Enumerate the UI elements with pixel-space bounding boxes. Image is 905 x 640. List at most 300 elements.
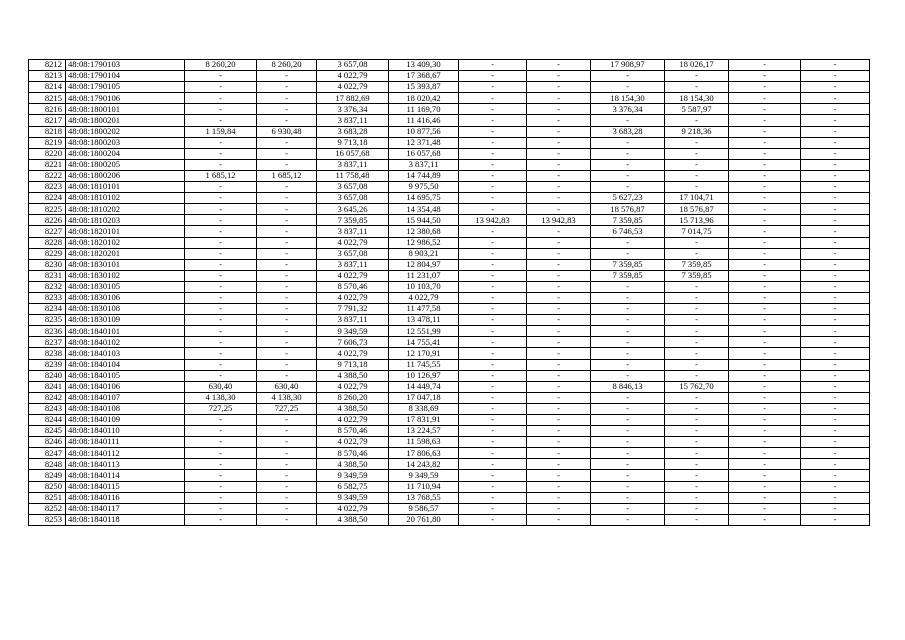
table-row — [29, 259, 870, 270]
col8-value-cell: - — [527, 470, 591, 481]
table-row — [29, 170, 870, 181]
cadastral-code-cell: 48:08:1810101 — [66, 182, 185, 193]
table-row — [29, 71, 870, 82]
col6-value-cell: 13 768,55 — [389, 492, 459, 503]
col6-value-cell: 9 975,50 — [389, 182, 459, 193]
col10-value-cell: - — [665, 148, 729, 159]
col5-value-cell: 3 645,26 — [317, 204, 389, 215]
col3-value-cell: 1 159,84 — [185, 126, 257, 137]
col8-value-cell: - — [527, 71, 591, 82]
col10-value-cell: 5 587,97 — [665, 104, 729, 115]
col10-value-cell: - — [665, 304, 729, 315]
cadastral-code-cell: 48:08:1790104 — [66, 71, 185, 82]
col6-value-cell: 13 478,11 — [389, 315, 459, 326]
col11-value-cell: - — [729, 381, 801, 392]
table-row — [29, 204, 870, 215]
col3-value-cell: 4 138,30 — [185, 392, 257, 403]
col9-value-cell: - — [591, 459, 665, 470]
col10-value-cell: 18 154,30 — [665, 93, 729, 104]
col8-value-cell: - — [527, 315, 591, 326]
col3-value-cell: 630,40 — [185, 381, 257, 392]
row-number-cell: 8217 — [29, 115, 66, 126]
cadastral-code-cell: 48:08:1830105 — [66, 281, 185, 292]
row-number-cell: 8212 — [29, 60, 66, 71]
col6-value-cell: 14 744,89 — [389, 170, 459, 181]
col9-value-cell: - — [591, 170, 665, 181]
row-number-cell: 8227 — [29, 226, 66, 237]
col9-value-cell: 3 376,34 — [591, 104, 665, 115]
cadastral-code-cell: 48:08:1840102 — [66, 337, 185, 348]
col7-value-cell: - — [459, 170, 527, 181]
col3-value-cell: - — [185, 470, 257, 481]
col9-value-cell: - — [591, 115, 665, 126]
cadastral-code-cell: 48:08:1790106 — [66, 93, 185, 104]
col8-value-cell: - — [527, 337, 591, 348]
col12-value-cell: - — [801, 148, 870, 159]
col4-value-cell: - — [257, 315, 317, 326]
col7-value-cell: - — [459, 148, 527, 159]
col6-value-cell: 20 761,80 — [389, 514, 459, 525]
col5-value-cell: 4 388,50 — [317, 459, 389, 470]
col4-value-cell: - — [257, 481, 317, 492]
col7-value-cell: - — [459, 270, 527, 281]
row-number-cell: 8236 — [29, 326, 66, 337]
col3-value-cell: - — [185, 337, 257, 348]
table-row — [29, 348, 870, 359]
col6-value-cell: 9 349,59 — [389, 470, 459, 481]
row-number-cell: 8228 — [29, 237, 66, 248]
col7-value-cell: - — [459, 304, 527, 315]
col7-value-cell: - — [459, 448, 527, 459]
col12-value-cell: - — [801, 259, 870, 270]
row-number-cell: 8230 — [29, 259, 66, 270]
col9-value-cell: 7 359,85 — [591, 215, 665, 226]
row-number-cell: 8216 — [29, 104, 66, 115]
col4-value-cell: 630,40 — [257, 381, 317, 392]
col5-value-cell: 7 606,73 — [317, 337, 389, 348]
col7-value-cell: - — [459, 104, 527, 115]
col9-value-cell: - — [591, 337, 665, 348]
col4-value-cell: - — [257, 292, 317, 303]
col5-value-cell: 3 837,11 — [317, 159, 389, 170]
row-number-cell: 8247 — [29, 448, 66, 459]
cadastral-code-cell: 48:08:1840107 — [66, 392, 185, 403]
col10-value-cell: - — [665, 448, 729, 459]
table-row — [29, 459, 870, 470]
cadastral-code-cell: 48:08:1840116 — [66, 492, 185, 503]
col7-value-cell: - — [459, 426, 527, 437]
col6-value-cell: 10 103,70 — [389, 281, 459, 292]
col10-value-cell: - — [665, 281, 729, 292]
cadastral-code-cell: 48:08:1800101 — [66, 104, 185, 115]
col8-value-cell: - — [527, 126, 591, 137]
col4-value-cell: - — [257, 182, 317, 193]
col12-value-cell: - — [801, 248, 870, 259]
col6-value-cell: 12 170,91 — [389, 348, 459, 359]
col11-value-cell: - — [729, 270, 801, 281]
col3-value-cell: - — [185, 182, 257, 193]
table-row — [29, 137, 870, 148]
col10-value-cell: - — [665, 115, 729, 126]
col4-value-cell: - — [257, 459, 317, 470]
col5-value-cell: 3 376,34 — [317, 104, 389, 115]
col9-value-cell: - — [591, 137, 665, 148]
table-row — [29, 182, 870, 193]
col11-value-cell: - — [729, 170, 801, 181]
table-row — [29, 115, 870, 126]
col4-value-cell: 6 930,48 — [257, 126, 317, 137]
col12-value-cell: - — [801, 281, 870, 292]
table-row — [29, 426, 870, 437]
col11-value-cell: - — [729, 215, 801, 226]
col3-value-cell: 727,25 — [185, 403, 257, 414]
col12-value-cell: - — [801, 82, 870, 93]
col5-value-cell: 9 349,59 — [317, 470, 389, 481]
cadastral-code-cell: 48:08:1840109 — [66, 415, 185, 426]
col4-value-cell: 1 685,12 — [257, 170, 317, 181]
col8-value-cell: - — [527, 193, 591, 204]
col7-value-cell: - — [459, 248, 527, 259]
col11-value-cell: - — [729, 470, 801, 481]
col6-value-cell: 15 393,87 — [389, 82, 459, 93]
col9-value-cell: - — [591, 448, 665, 459]
cadastral-code-cell: 48:08:1840104 — [66, 359, 185, 370]
col7-value-cell: - — [459, 259, 527, 270]
row-number-cell: 8225 — [29, 204, 66, 215]
col3-value-cell: 1 685,12 — [185, 170, 257, 181]
col5-value-cell: 3 837,11 — [317, 315, 389, 326]
col9-value-cell: - — [591, 415, 665, 426]
col9-value-cell: - — [591, 148, 665, 159]
col11-value-cell: - — [729, 60, 801, 71]
col11-value-cell: - — [729, 448, 801, 459]
table-row — [29, 193, 870, 204]
table-row — [29, 304, 870, 315]
col6-value-cell: 11 416,46 — [389, 115, 459, 126]
col7-value-cell: - — [459, 315, 527, 326]
col8-value-cell: - — [527, 437, 591, 448]
col7-value-cell: - — [459, 193, 527, 204]
col9-value-cell: - — [591, 281, 665, 292]
col8-value-cell: - — [527, 326, 591, 337]
col12-value-cell: - — [801, 348, 870, 359]
col10-value-cell: - — [665, 426, 729, 437]
col3-value-cell: - — [185, 359, 257, 370]
col10-value-cell: - — [665, 71, 729, 82]
col3-value-cell: - — [185, 148, 257, 159]
col8-value-cell: - — [527, 381, 591, 392]
row-number-cell: 8222 — [29, 170, 66, 181]
col12-value-cell: - — [801, 137, 870, 148]
table-row — [29, 270, 870, 281]
cadastral-code-cell: 48:08:1840101 — [66, 326, 185, 337]
cadastral-code-cell: 48:08:1840106 — [66, 381, 185, 392]
col4-value-cell: - — [257, 93, 317, 104]
col11-value-cell: - — [729, 514, 801, 525]
col8-value-cell: - — [527, 481, 591, 492]
col9-value-cell: - — [591, 392, 665, 403]
col8-value-cell: - — [527, 459, 591, 470]
row-number-cell: 8250 — [29, 481, 66, 492]
col7-value-cell: - — [459, 60, 527, 71]
col11-value-cell: - — [729, 292, 801, 303]
col9-value-cell: 18 154,30 — [591, 93, 665, 104]
cadastral-code-cell: 48:08:1840108 — [66, 403, 185, 414]
col4-value-cell: - — [257, 104, 317, 115]
col11-value-cell: - — [729, 315, 801, 326]
col8-value-cell: - — [527, 182, 591, 193]
col5-value-cell: 8 570,46 — [317, 426, 389, 437]
table-row — [29, 514, 870, 525]
col9-value-cell: - — [591, 326, 665, 337]
cadastral-code-cell: 48:08:1840105 — [66, 370, 185, 381]
table-row — [29, 437, 870, 448]
col5-value-cell: 3 657,08 — [317, 248, 389, 259]
col11-value-cell: - — [729, 392, 801, 403]
col3-value-cell: - — [185, 270, 257, 281]
col6-value-cell: 16 057,68 — [389, 148, 459, 159]
cadastral-code-cell: 48:08:1810202 — [66, 204, 185, 215]
col4-value-cell: - — [257, 448, 317, 459]
col12-value-cell: - — [801, 71, 870, 82]
col6-value-cell: 9 586,57 — [389, 503, 459, 514]
cadastral-code-cell: 48:08:1840110 — [66, 426, 185, 437]
col3-value-cell: - — [185, 326, 257, 337]
col10-value-cell: 18 026,17 — [665, 60, 729, 71]
col9-value-cell: 5 627,23 — [591, 193, 665, 204]
col11-value-cell: - — [729, 326, 801, 337]
col12-value-cell: - — [801, 426, 870, 437]
col10-value-cell: - — [665, 137, 729, 148]
col12-value-cell: - — [801, 381, 870, 392]
col3-value-cell: - — [185, 315, 257, 326]
col9-value-cell: - — [591, 182, 665, 193]
row-number-cell: 8251 — [29, 492, 66, 503]
col11-value-cell: - — [729, 104, 801, 115]
col7-value-cell: - — [459, 470, 527, 481]
row-number-cell: 8233 — [29, 292, 66, 303]
col7-value-cell: - — [459, 93, 527, 104]
cadastral-code-cell: 48:08:1830108 — [66, 304, 185, 315]
col5-value-cell: 3 657,08 — [317, 193, 389, 204]
col8-value-cell: - — [527, 148, 591, 159]
col4-value-cell: - — [257, 248, 317, 259]
col8-value-cell: - — [527, 137, 591, 148]
col5-value-cell: 16 057,68 — [317, 148, 389, 159]
col3-value-cell: - — [185, 237, 257, 248]
col11-value-cell: - — [729, 359, 801, 370]
col5-value-cell: 9 713,18 — [317, 137, 389, 148]
col10-value-cell: - — [665, 292, 729, 303]
cadastral-code-cell: 48:08:1840115 — [66, 481, 185, 492]
col12-value-cell: - — [801, 470, 870, 481]
col4-value-cell: - — [257, 326, 317, 337]
table-row — [29, 337, 870, 348]
col4-value-cell: - — [257, 304, 317, 315]
col11-value-cell: - — [729, 182, 801, 193]
col4-value-cell: - — [257, 259, 317, 270]
col12-value-cell: - — [801, 392, 870, 403]
col11-value-cell: - — [729, 481, 801, 492]
col8-value-cell: 13 942,83 — [527, 215, 591, 226]
col4-value-cell: - — [257, 115, 317, 126]
col5-value-cell: 4 022,79 — [317, 292, 389, 303]
col11-value-cell: - — [729, 137, 801, 148]
row-number-cell: 8214 — [29, 82, 66, 93]
col5-value-cell: 6 582,75 — [317, 481, 389, 492]
col5-value-cell: 4 388,50 — [317, 370, 389, 381]
col3-value-cell: - — [185, 426, 257, 437]
col6-value-cell: 4 022,79 — [389, 292, 459, 303]
col7-value-cell: - — [459, 403, 527, 414]
col8-value-cell: - — [527, 426, 591, 437]
col3-value-cell: - — [185, 503, 257, 514]
col4-value-cell: - — [257, 426, 317, 437]
col7-value-cell: - — [459, 326, 527, 337]
col7-value-cell: - — [459, 392, 527, 403]
row-number-cell: 8224 — [29, 193, 66, 204]
col11-value-cell: - — [729, 337, 801, 348]
cadastral-code-cell: 48:08:1800201 — [66, 115, 185, 126]
col9-value-cell: - — [591, 348, 665, 359]
row-number-cell: 8252 — [29, 503, 66, 514]
col6-value-cell: 12 986,52 — [389, 237, 459, 248]
col9-value-cell: - — [591, 481, 665, 492]
col12-value-cell: - — [801, 326, 870, 337]
cadastral-code-cell: 48:08:1840118 — [66, 514, 185, 525]
col10-value-cell: - — [665, 470, 729, 481]
col5-value-cell: 4 022,79 — [317, 270, 389, 281]
col6-value-cell: 12 551,99 — [389, 326, 459, 337]
col5-value-cell: 7 791,32 — [317, 304, 389, 315]
col9-value-cell: 7 359,85 — [591, 270, 665, 281]
table-row — [29, 359, 870, 370]
col3-value-cell: 8 260,20 — [185, 60, 257, 71]
col12-value-cell: - — [801, 448, 870, 459]
col5-value-cell: 3 837,11 — [317, 259, 389, 270]
col8-value-cell: - — [527, 248, 591, 259]
col10-value-cell: - — [665, 392, 729, 403]
col5-value-cell: 3 837,11 — [317, 226, 389, 237]
col12-value-cell: - — [801, 193, 870, 204]
col4-value-cell: 8 260,20 — [257, 60, 317, 71]
col6-value-cell: 10 877,56 — [389, 126, 459, 137]
col3-value-cell: - — [185, 304, 257, 315]
cadastral-code-cell: 48:08:1800206 — [66, 170, 185, 181]
col5-value-cell: 4 022,79 — [317, 82, 389, 93]
col8-value-cell: - — [527, 359, 591, 370]
col4-value-cell: - — [257, 370, 317, 381]
col12-value-cell: - — [801, 370, 870, 381]
col5-value-cell: 4 022,79 — [317, 237, 389, 248]
col4-value-cell: 4 138,30 — [257, 392, 317, 403]
table-row — [29, 326, 870, 337]
row-number-cell: 8234 — [29, 304, 66, 315]
cadastral-code-cell: 48:08:1840113 — [66, 459, 185, 470]
col7-value-cell: - — [459, 503, 527, 514]
col12-value-cell: - — [801, 315, 870, 326]
col10-value-cell: - — [665, 492, 729, 503]
col12-value-cell: - — [801, 93, 870, 104]
col9-value-cell: 8 846,13 — [591, 381, 665, 392]
col9-value-cell: - — [591, 159, 665, 170]
col3-value-cell: - — [185, 292, 257, 303]
col5-value-cell: 9 349,59 — [317, 326, 389, 337]
col10-value-cell: - — [665, 359, 729, 370]
cadastral-code-cell: 48:08:1790105 — [66, 82, 185, 93]
col8-value-cell: - — [527, 270, 591, 281]
col7-value-cell: - — [459, 437, 527, 448]
col8-value-cell: - — [527, 503, 591, 514]
cadastral-code-cell: 48:08:1810203 — [66, 215, 185, 226]
col4-value-cell: - — [257, 71, 317, 82]
col11-value-cell: - — [729, 370, 801, 381]
col3-value-cell: - — [185, 204, 257, 215]
col6-value-cell: 17 047,18 — [389, 392, 459, 403]
row-number-cell: 8239 — [29, 359, 66, 370]
col3-value-cell: - — [185, 226, 257, 237]
row-number-cell: 8241 — [29, 381, 66, 392]
col10-value-cell: - — [665, 248, 729, 259]
col4-value-cell: - — [257, 359, 317, 370]
col8-value-cell: - — [527, 492, 591, 503]
col7-value-cell: - — [459, 292, 527, 303]
col3-value-cell: - — [185, 492, 257, 503]
col5-value-cell: 3 837,11 — [317, 115, 389, 126]
cadastral-code-cell: 48:08:1810102 — [66, 193, 185, 204]
col9-value-cell: 17 908,97 — [591, 60, 665, 71]
col3-value-cell: - — [185, 193, 257, 204]
col10-value-cell: - — [665, 481, 729, 492]
row-number-cell: 8219 — [29, 137, 66, 148]
col10-value-cell: - — [665, 159, 729, 170]
table-row — [29, 503, 870, 514]
col9-value-cell: - — [591, 370, 665, 381]
cadastral-code-cell: 48:08:1800202 — [66, 126, 185, 137]
col12-value-cell: - — [801, 481, 870, 492]
row-number-cell: 8213 — [29, 71, 66, 82]
col12-value-cell: - — [801, 204, 870, 215]
col12-value-cell: - — [801, 514, 870, 525]
table-row — [29, 215, 870, 226]
row-number-cell: 8231 — [29, 270, 66, 281]
col11-value-cell: - — [729, 492, 801, 503]
col7-value-cell: - — [459, 381, 527, 392]
col6-value-cell: 11 598,63 — [389, 437, 459, 448]
col11-value-cell: - — [729, 237, 801, 248]
col8-value-cell: - — [527, 115, 591, 126]
col10-value-cell: 15 713,96 — [665, 215, 729, 226]
table-row — [29, 60, 870, 71]
col6-value-cell: 11 745,55 — [389, 359, 459, 370]
col11-value-cell: - — [729, 503, 801, 514]
col7-value-cell: - — [459, 370, 527, 381]
col12-value-cell: - — [801, 359, 870, 370]
table-row — [29, 159, 870, 170]
cadastral-code-cell: 48:08:1840114 — [66, 470, 185, 481]
col5-value-cell: 4 022,79 — [317, 348, 389, 359]
table-row — [29, 370, 870, 381]
col10-value-cell: - — [665, 503, 729, 514]
table-row — [29, 492, 870, 503]
col10-value-cell: 18 576,87 — [665, 204, 729, 215]
row-number-cell: 8229 — [29, 248, 66, 259]
col8-value-cell: - — [527, 514, 591, 525]
table-row — [29, 226, 870, 237]
row-number-cell: 8232 — [29, 281, 66, 292]
col5-value-cell: 17 882,69 — [317, 93, 389, 104]
col5-value-cell: 4 388,50 — [317, 514, 389, 525]
